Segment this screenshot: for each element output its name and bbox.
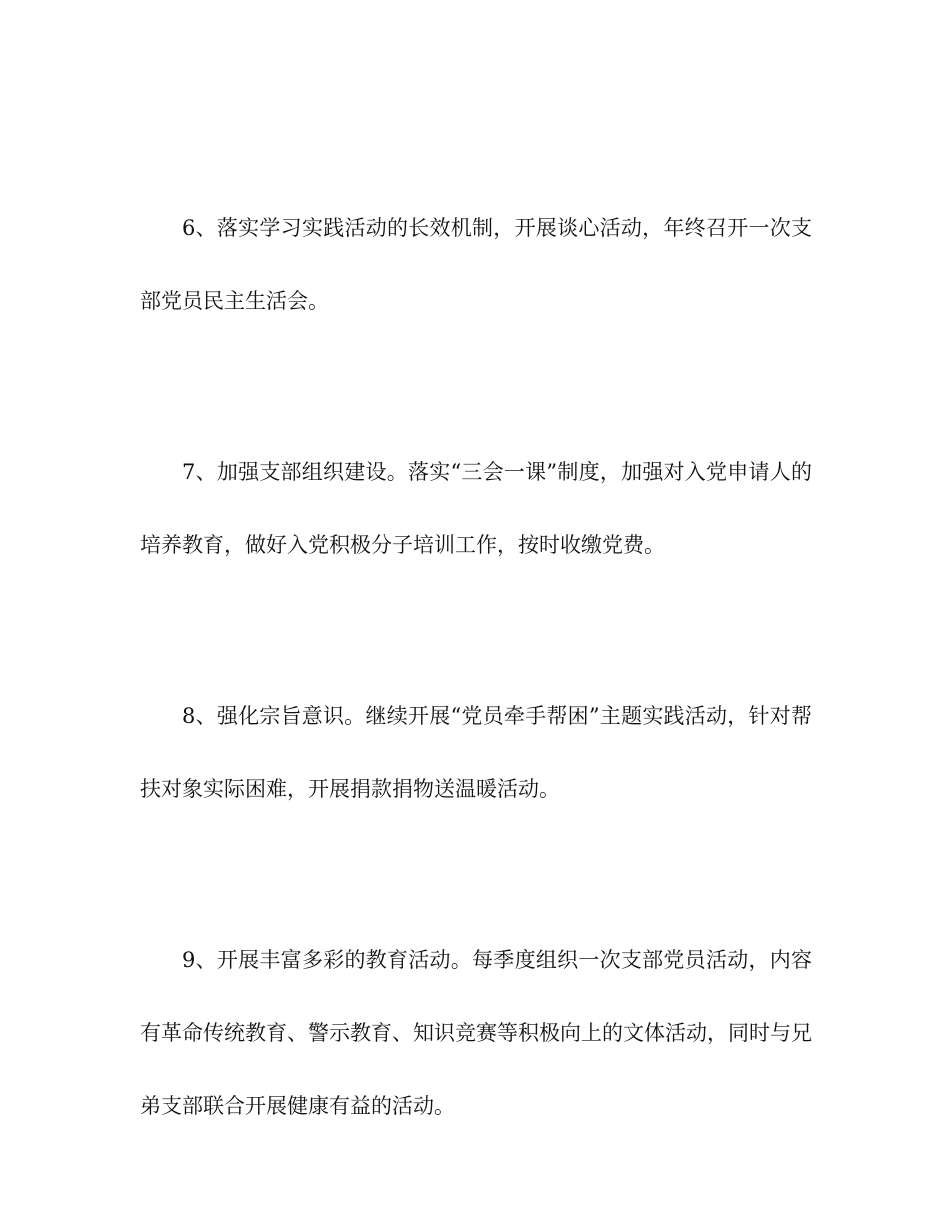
paragraph-item-7: 7、加强支部组织建设。落实“三会一课”制度，加强对入党申请人的培养教育，做好入党积极分子培训工作，按时收缴党费。 [140, 460, 812, 557]
paragraph-item-9: 9、开展丰富多彩的教育活动。每季度组织一次支部党员活动，内容有革命传统教育、警示教育、知识竞赛等积极向上的文体活动，同时与兄弟支部联合开展健康有益的活动。 [140, 948, 812, 1118]
paragraph-item-6: 6、落实学习实践活动的长效机制，开展谈心活动，年终召开一次支部党员民主生活会。 [140, 216, 812, 313]
document-body [140, 192, 812, 1143]
paragraph-item-8: 8、强化宗旨意识。继续开展“党员牵手帮困”主题实践活动，针对帮扶对象实际困难，开展捐款捐物送温暖活动。 [140, 704, 812, 801]
